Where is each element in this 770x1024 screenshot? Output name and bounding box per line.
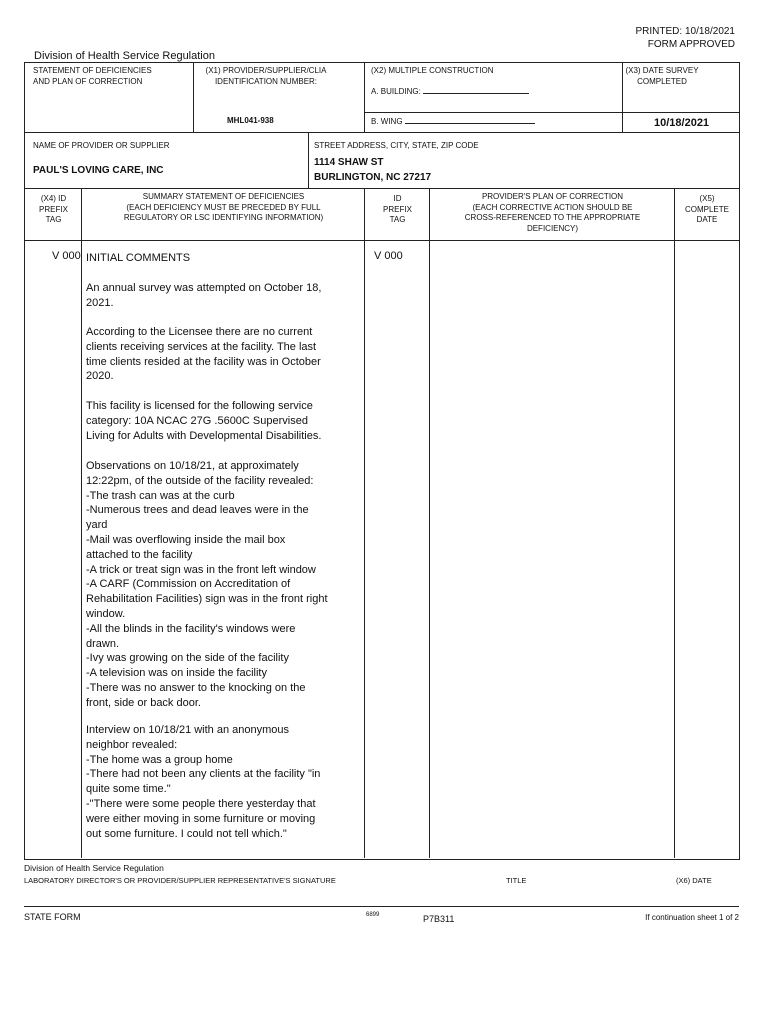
id-prefix-header: ID PREFIX TAG [383,194,412,224]
event-id: P7B311 [423,914,455,924]
footer-agency: Division of Health Service Regulation [24,863,164,873]
printed-date: PRINTED: 10/18/2021 [635,26,735,37]
state-form: STATE FORM [24,912,81,922]
address-line1: 1114 SHAW ST [314,157,384,168]
plan-header: PROVIDER'S PLAN OF CORRECTION (EACH CORRECTIVE ACTION SHOULD BE CROSS-REFERENCED TO THE APPROPRIATE DEFICIENCY) [464,192,641,233]
x1-label: (X1) PROVIDER/SUPPLIER/CLIA IDENTIFICATION NUMBER: [205,66,327,86]
building-label-text: A. BUILDING: [371,87,424,96]
statement-label: STATEMENT OF DEFICIENCIES AND PLAN OF CORRECTION [33,66,152,86]
paragraph-4: Observations on 10/18/21, at approximately 12:22pm, of the outside of the facility revealed: -The trash can was at the curb -Numerous trees and dead leaves were in the yard -Mail was overflowing inside the mail box attached to the facility -A trick or treat sign was in the front left window -A CARF (Commission on Accreditation of Rehabilitation Facilities) sign was in the front right window. -All the blinds in the facility's windows were drawn. -Ivy was growing on the side of the facility -A television was on inside the facility -There was no answer to the knocking on the front, side or back door. [86,460,328,709]
provider-id: MHL041-938 [227,116,274,125]
signature-label: LABORATORY DIRECTOR'S OR PROVIDER/SUPPLIER REPRESENTATIVE'S SIGNATURE [24,876,336,885]
x3-label: (X3) DATE SURVEY COMPLETED [625,66,699,86]
title-label: TITLE [506,876,527,885]
provider-name: PAUL'S LOVING CARE, INC [33,165,164,176]
x5-header: (X5) COMPLETE DATE [684,194,729,224]
paragraph-1: An annual survey was attempted on October 18, 2021. [86,282,322,309]
building-label [371,84,529,98]
tag-right: V 000 [374,250,403,262]
paragraph-5: Interview on 10/18/21 with an anonymous neighbor revealed: -The home was a group home -There had not been any clients at the facility "in quite some time." -"There were some people there yesterday that were either moving in some furniture or moving out some furniture. I could not tell which." [86,724,321,840]
provider-name-label: NAME OF PROVIDER OR SUPPLIER [33,141,170,150]
wing-field [405,114,535,124]
entry-heading: INITIAL COMMENTS [86,252,191,264]
paragraph-2: According to the Licensee there are no current clients receiving services at the facility. The last time clients resided at the facility was in October 2020. [86,326,321,383]
summary-header: SUMMARY STATEMENT OF DEFICIENCIES (EACH DEFICIENCY MUST BE PRECEDED BY FULL REGULATORY OR LSC IDENTIFYING INFORMATION) [123,192,324,222]
x2-label: (X2) MULTIPLE CONSTRUCTION [371,66,494,75]
tag-left: V 000 [52,250,81,262]
wing-label [371,114,535,128]
address-line2: BURLINGTON, NC 27217 [314,172,432,183]
form-approved: FORM APPROVED [647,39,735,50]
address-label: STREET ADDRESS, CITY, STATE, ZIP CODE [314,141,479,150]
agency-title: Division of Health Service Regulation [34,50,215,62]
x4-header: (X4) ID PREFIX TAG [39,194,68,224]
paragraph-3: This facility is licensed for the following service category: 10A NCAC 27G .5600C Supervised Living for Adults with Developmental Disabilities. [86,400,322,442]
x6-date-label: (X6) DATE [676,876,712,885]
survey-date: 10/18/2021 [654,117,710,129]
form-number: 6899 [366,912,380,918]
wing-label-text: B. WING [371,117,405,126]
building-field [423,84,529,94]
continuation: If continuation sheet 1 of 2 [645,913,739,922]
